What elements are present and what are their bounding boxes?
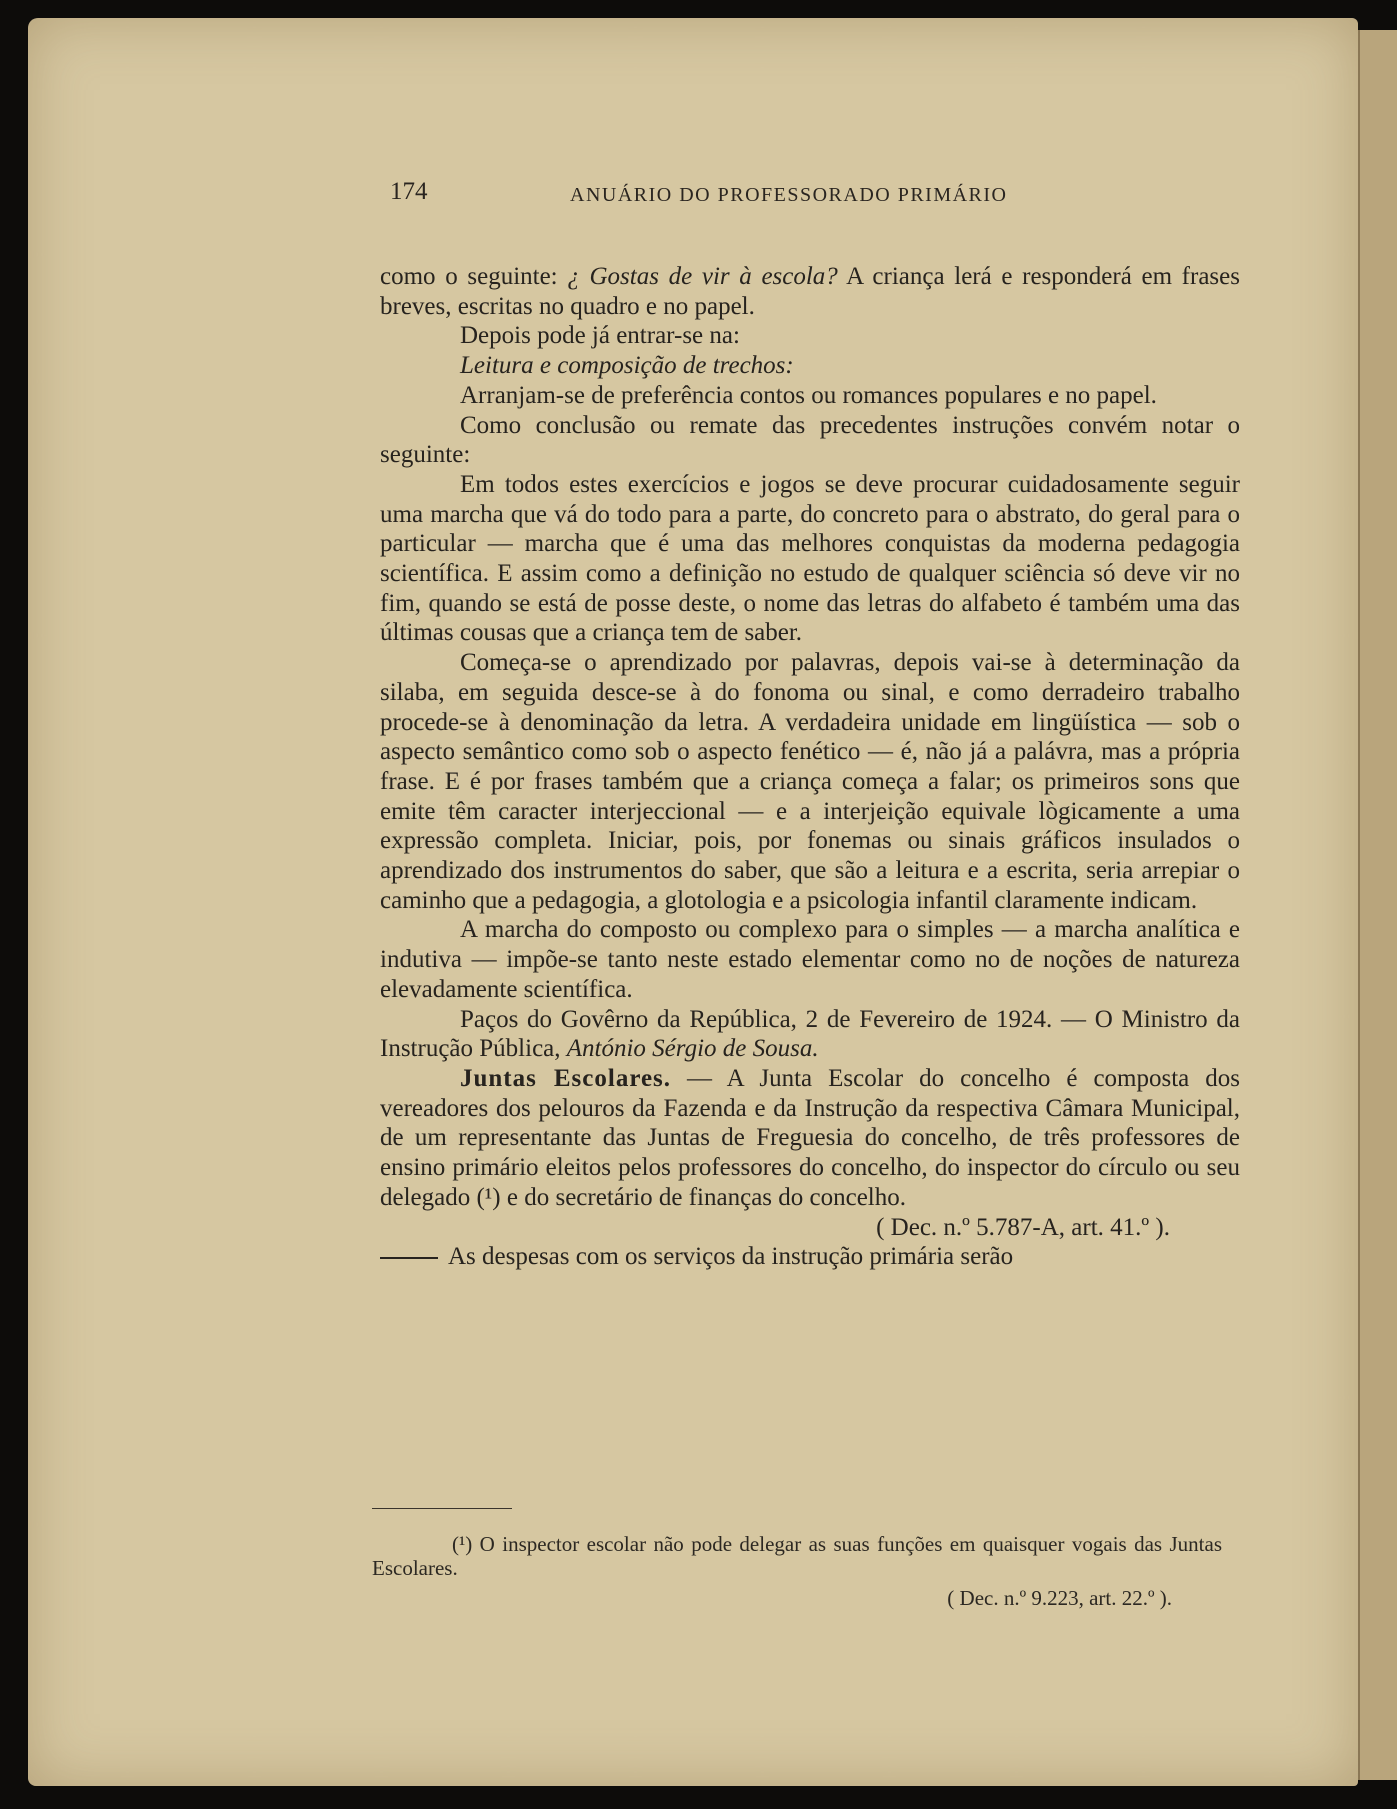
footnote-citation: ( Dec. n.º 9.223, art. 22.º ). [947,1586,1172,1610]
page-header [390,178,1080,214]
footnote-text: (¹) O inspector escolar não pode delegar as suas funções em quaisquer vogais das Juntas Escolares. [372,1532,1222,1580]
paragraph-9-signature: Paços do Govêrno da República, 2 de Fevereiro de 1924. — O Ministro da Instrução Pública, António Sérgio de Sousa. [380,1005,1240,1063]
body-text [380,262,1240,1272]
footnote-rule [372,1508,512,1509]
paragraph-2: Depois pode já entrar-se na: [460,322,740,350]
page-number: 174 [390,178,428,205]
citation-decree-5787: ( Dec. n.º 5.787-A, art. 41.º ). [876,1213,1170,1241]
paragraph-1: como o seguinte: ¿ Gostas de vir à escola? A criança lerá e responderá em frases breves, escritas no quadro e no papel. [380,263,1240,320]
footnote [372,1532,1222,1610]
paragraph-5: Como conclusão ou remate das precedentes instruções convém notar o seguinte: [380,411,1240,469]
paragraph-8: A marcha do composto ou complexo para o simples — a marcha analítica e indutiva — impõe-se tanto neste estado elementar como no de noções de natureza elevadamente scientífica. [380,916,1240,1003]
paragraph-juntas-escolares: Juntas Escolares. — A Junta Escolar do concelho é composta dos vereadores dos pelouros da Fazenda e da Instrução da respectiva Câmara Municipal, de um representante das Juntas de Freguesia do concelho, de três professores de ensino primário eleitos pelos professores do concelho, do inspector do círculo ou seu delegado (¹) e do secretário de finanças do concelho. [380,1064,1241,1211]
em-dash-rule [380,1257,438,1259]
paragraph-11: As despesas com os serviços da instrução primária serão [380,1242,1240,1272]
running-title: ANUÁRIO DO PROFESSORADO PRIMÁRIO [570,184,1008,206]
adjacent-page-edge [1358,30,1397,1780]
paragraph-7: Começa-se o aprendizado por palavras, depois vai-se à determinação da silaba, em seguida desce-se à do fonoma ou sinal, e como derradeiro trabalho procede-se à denominação da letra. A verdadeira unidade em lingüística — sob o aspecto semântico como sob o aspecto fenético — é, não já a palávra, mas a própria frase. E é por frases também que a criança começa a falar; os primeiros sons que emite têm caracter interjeccional — e a interjeição equivale lògicamente a uma expressão completa. Iniciar, pois, por fonemas ou sinais gráficos insulados o aprendizado dos instrumentos do saber, que são a leitura e a escrita, seria arrepiar o caminho que a pedagogia, a glotologia e a psicologia infantil claramente indicam. [380,649,1240,914]
paragraph-6: Em todos estes exercícios e jogos se deve procurar cuidadosamente seguir uma marcha que vá do todo para a parte, do concreto para o abstrato, do geral para o particular — marcha que é uma das melhores conquistas da moderna pedagogia scientífica. E assim como a definição no estudo de qualquer sciência só deve vir no fim, quando se está de posse deste, o nome das letras do alfabeto é também uma das últimas cousas que a criança tem de saber. [380,470,1240,647]
section-heading-juntas: Juntas Escolares. [460,1064,672,1092]
paragraph-4: Arranjam-se de preferência contos ou romances populares e no papel. [460,381,1157,409]
section-heading-leitura: Leitura e composição de trechos: [460,352,794,380]
